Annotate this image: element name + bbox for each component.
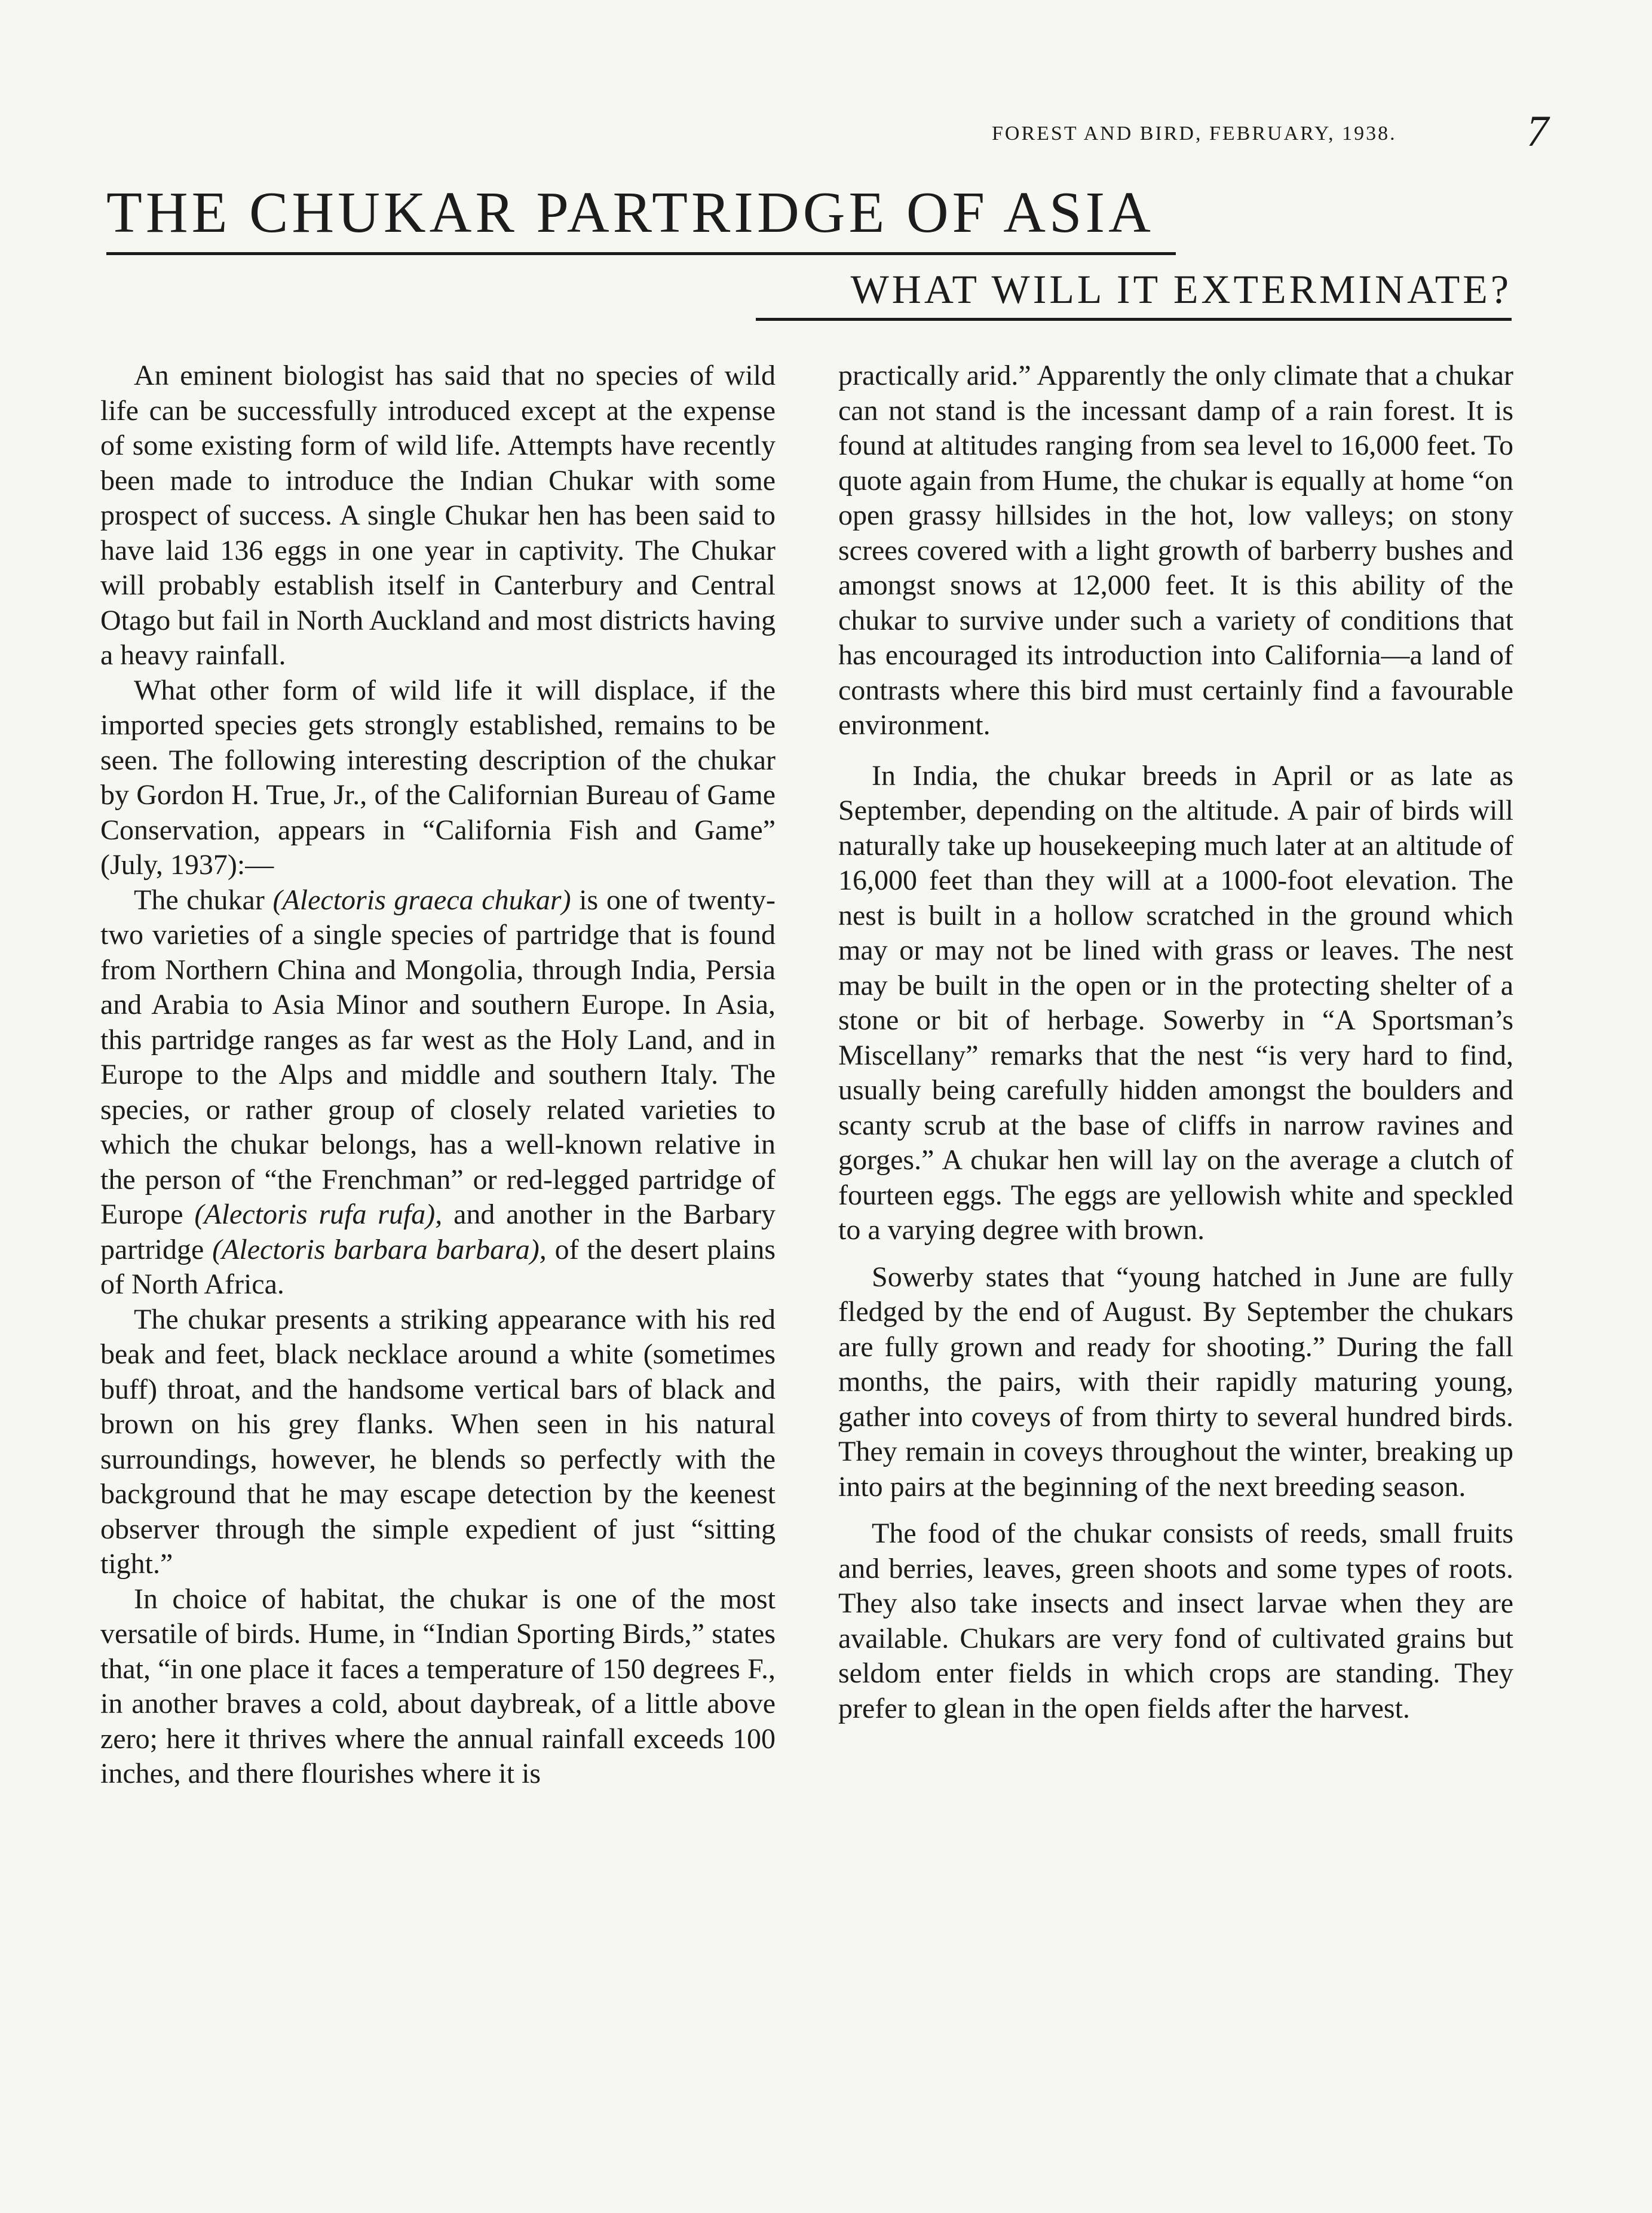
species-name: (Alectoris barbara barbara), xyxy=(212,1233,547,1265)
article-subtitle: WHAT WILL IT EXTERMINATE? xyxy=(756,266,1512,321)
article-title: THE CHUKAR PARTRIDGE OF ASIA xyxy=(106,179,1176,255)
right-column xyxy=(838,358,1513,1726)
page-number: 7 xyxy=(1527,107,1549,156)
paragraph: What other form of wild life it will displace, if the imported species gets strongly established, remains to be seen. The following interesting description of the chukar by Gordon H. True, Jr., of the Californian Bureau of Game Conservation, appears in “California Fish and Game” (July, 1937):— xyxy=(100,674,776,881)
paragraph xyxy=(100,883,776,1302)
paragraph: The chukar presents a striking appearance with his red beak and feet, black necklace around a white (sometimes buff) throat, and the handsome vertical bars of black and brown on his grey flanks. When seen in his natural surroundings, however, he blends so perfectly with the background that he may escape detection by the keenest observer through the simple expedient of just “sitting tight.” xyxy=(100,1303,776,1580)
paragraph: In India, the chukar breeds in April or as late as September, depending on the altitude. A pair of birds will naturally take up housekeeping much later at an altitude of 16,000 feet than they will at a 1000-foot elevation. The nest is built in a hollow scratched in the ground which may or may not be lined with grass or leaves. The nest may be built in the open or in the protecting shelter of a stone or bit of herbage. Sowerby in “A Sportsman’s Miscellany” remarks that the nest “is very hard to find, usually being carefully hidden amongst the boulders and scanty scrub at the base of cliffs in narrow ravines and gorges.” A chukar hen will lay on the average a clutch of fourteen eggs. The eggs are yellowish white and speckled to a varying degree with brown. xyxy=(838,759,1513,1246)
text-run: is one of twenty-two varieties of a single species of partridge that is found from Northern China and Mongolia, through India, Persia and Arabia to Asia Minor and southern Europe. In Asia, this partridge ranges as far west as the Holy Land, and in Europe to the Alps and middle and southern Italy. The species, or rather group of closely related varieties to which the chukar belongs, has a well-known relative in the person of “the Frenchman” or red-legged partridge of Europe xyxy=(100,884,776,1230)
running-head: FOREST AND BIRD, FEBRUARY, 1938. xyxy=(992,122,1397,145)
species-name: (Alectoris graeca chukar) xyxy=(272,884,571,916)
left-column xyxy=(100,358,776,1792)
paragraph: The food of the chukar consists of reeds, small fruits and berries, leaves, green shoots and some types of roots. They also take insects and insect larvae when they are available. Chukars are very fond of cultivated grains but seldom enter fields in which crops are standing. They prefer to glean in the open fields after the harvest. xyxy=(838,1518,1513,1724)
text-run: The chukar xyxy=(134,884,273,916)
paragraph: Sowerby states that “young hatched in June are fully fledged by the end of August. By September the chukars are fully grown and ready for shooting.” During the fall months, the pairs, with their rapidly maturing young, gather into coveys of from thirty to several hundred birds. They remain in coveys throughout the winter, breaking up into pairs at the beginning of the next breeding season. xyxy=(838,1261,1513,1503)
text-run: and another in the Barbary partridge xyxy=(100,1199,776,1265)
species-name: (Alectoris rufa rufa), xyxy=(194,1199,443,1230)
paragraph: An eminent biologist has said that no species of wild life can be successfully introduced except at the expense of some existing form of wild life. Attempts have recently been made to introduce the Indian Chukar with some prospect of success. A single Chukar hen has been said to have laid 136 eggs in one year in captivity. The Chukar will probably establish itself in Canterbury and Central Otago but fail in North Auckland and most districts having a heavy rainfall. xyxy=(100,360,776,671)
paragraph: In choice of habitat, the chukar is one of the most versatile of birds. Hume, in “Indian Sporting Birds,” states that, “in one place it faces a temperature of 150 degrees F., in another braves a cold, about daybreak, of a little above zero; here it thrives where the annual rainfall exceeds 100 inches, and there flourishes where it is xyxy=(100,1583,776,1789)
text-run: of the desert plains of North Africa. xyxy=(100,1233,776,1300)
paragraph: practically arid.” Apparently the only climate that a chukar can not stand is the incessant damp of a rain forest. It is found at altitudes ranging from sea level to 16,000 feet. To quote again from Hume, the chukar is equally at home “on open grassy hillsides in the hot, low valleys; on stony screes covered with a light growth of barberry bushes and amongst snows at 12,000 feet. It is this ability of the chukar to survive under such a variety of conditions that has encouraged its introduction into California—a land of contrasts where this bird must certainly find a favourable environment. xyxy=(838,360,1513,741)
